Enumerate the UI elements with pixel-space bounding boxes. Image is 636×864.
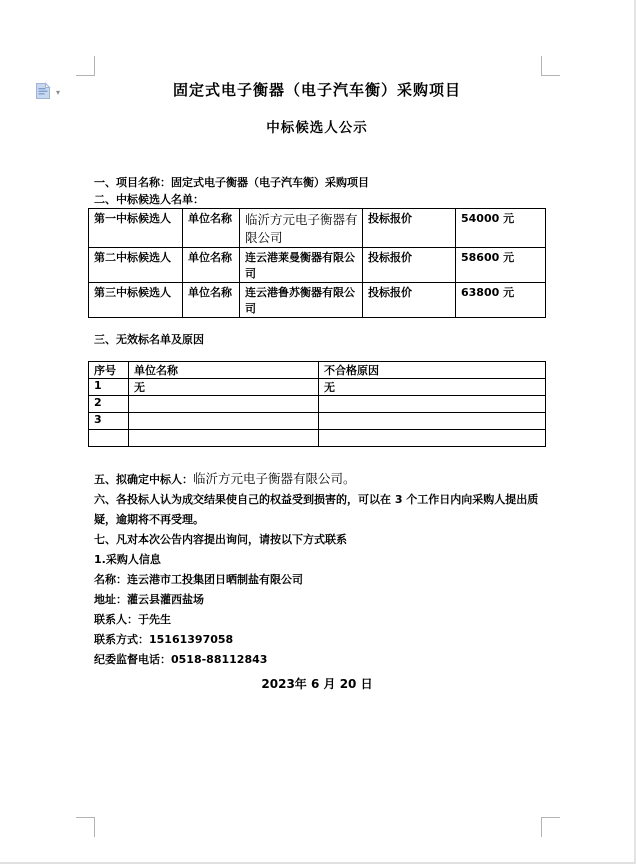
table-row <box>89 379 546 396</box>
section-3-heading: 三、无效标名单及原因 <box>94 333 204 346</box>
purchaser-info-heading: 1.采购人信息 <box>94 553 161 566</box>
seq-cell: 2 <box>89 396 129 413</box>
margin-corner-mark-top-left <box>76 56 95 76</box>
unit-cell: 无 <box>129 379 319 396</box>
bid-price-value: 58600 元 <box>456 248 546 283</box>
winner-company-name: 临沂方元电子衡器有限公司。 <box>193 471 356 486</box>
bid-price-value: 54000 元 <box>456 209 546 248</box>
margin-corner-mark-top-right <box>541 56 560 76</box>
bid-price-value: 63800 元 <box>456 283 546 318</box>
candidate-company: 连云港莱曼衡器有限公司 <box>240 248 363 283</box>
section-7-contact-heading: 七、凡对本次公告内容提出询问，请按以下方式联系 <box>94 533 347 546</box>
candidate-company: 临沂方元电子衡器有限公司 <box>240 209 363 248</box>
candidate-company: 连云港鲁苏衡器有限公司 <box>240 283 363 318</box>
table-row <box>89 283 546 318</box>
section-1-project-name: 一、项目名称：固定式电子衡器（电子汽车衡）采购项目 <box>94 176 369 189</box>
purchaser-name: 名称：连云港市工投集团日晒制盐有限公司 <box>94 573 303 586</box>
bid-price-label: 投标报价 <box>363 248 456 283</box>
margin-corner-mark-bottom-left <box>76 817 95 837</box>
reason-cell <box>319 396 546 413</box>
reason-cell <box>319 413 546 430</box>
section-6-objection: 六、各投标人认为成交结果使自己的权益受到损害的，可以在 3 个工作日内向采购人提出质疑，逾期将不再受理。 <box>94 493 539 526</box>
candidate-rank: 第三中标候选人 <box>89 283 183 318</box>
document-title: 固定式电子衡器（电子汽车衡）采购项目 <box>172 81 461 99</box>
candidate-rank: 第一中标候选人 <box>89 209 183 248</box>
table-header-row <box>89 362 546 379</box>
reason-cell <box>319 430 546 447</box>
unit-cell <box>129 430 319 447</box>
paste-options-dropdown-icon[interactable]: ▾ <box>56 88 61 97</box>
section-5-winner <box>94 469 546 490</box>
column-header-unit: 单位名称 <box>129 362 319 379</box>
unit-name-label: 单位名称 <box>183 209 240 248</box>
contact-phone: 联系方式：15161397058 <box>94 633 234 646</box>
unit-name-label: 单位名称 <box>183 283 240 318</box>
table-row <box>89 413 546 430</box>
bid-price-label: 投标报价 <box>363 283 456 318</box>
column-header-reason: 不合格原因 <box>319 362 546 379</box>
unit-name-label: 单位名称 <box>183 248 240 283</box>
table-row <box>89 430 546 447</box>
unit-cell <box>129 396 319 413</box>
candidate-rank: 第二中标候选人 <box>89 248 183 283</box>
reason-cell: 无 <box>319 379 546 396</box>
table-row <box>89 396 546 413</box>
table-row <box>89 248 546 283</box>
table-row <box>89 209 546 248</box>
margin-corner-mark-bottom-right <box>541 817 560 837</box>
seq-cell <box>89 430 129 447</box>
seq-cell: 1 <box>89 379 129 396</box>
invalid-bids-table <box>88 361 546 447</box>
document-subtitle: 中标候选人公示 <box>266 120 368 136</box>
column-header-seq: 序号 <box>89 362 129 379</box>
unit-cell <box>129 413 319 430</box>
supervision-phone: 纪委监督电话：0518-88112843 <box>94 653 268 666</box>
seq-cell: 3 <box>89 413 129 430</box>
document-date: 2023年 6 月 20 日 <box>261 677 373 691</box>
section-2-heading: 二、中标候选人名单： <box>94 193 204 206</box>
candidates-table <box>88 208 546 318</box>
section-5-prefix: 五、拟确定中标人： <box>94 473 193 486</box>
contact-person: 联系人：于先生 <box>94 613 171 626</box>
bid-price-label: 投标报价 <box>363 209 456 248</box>
notice-paragraphs <box>94 469 546 670</box>
purchaser-address: 地址：灌云县灌西盐场 <box>94 593 204 606</box>
